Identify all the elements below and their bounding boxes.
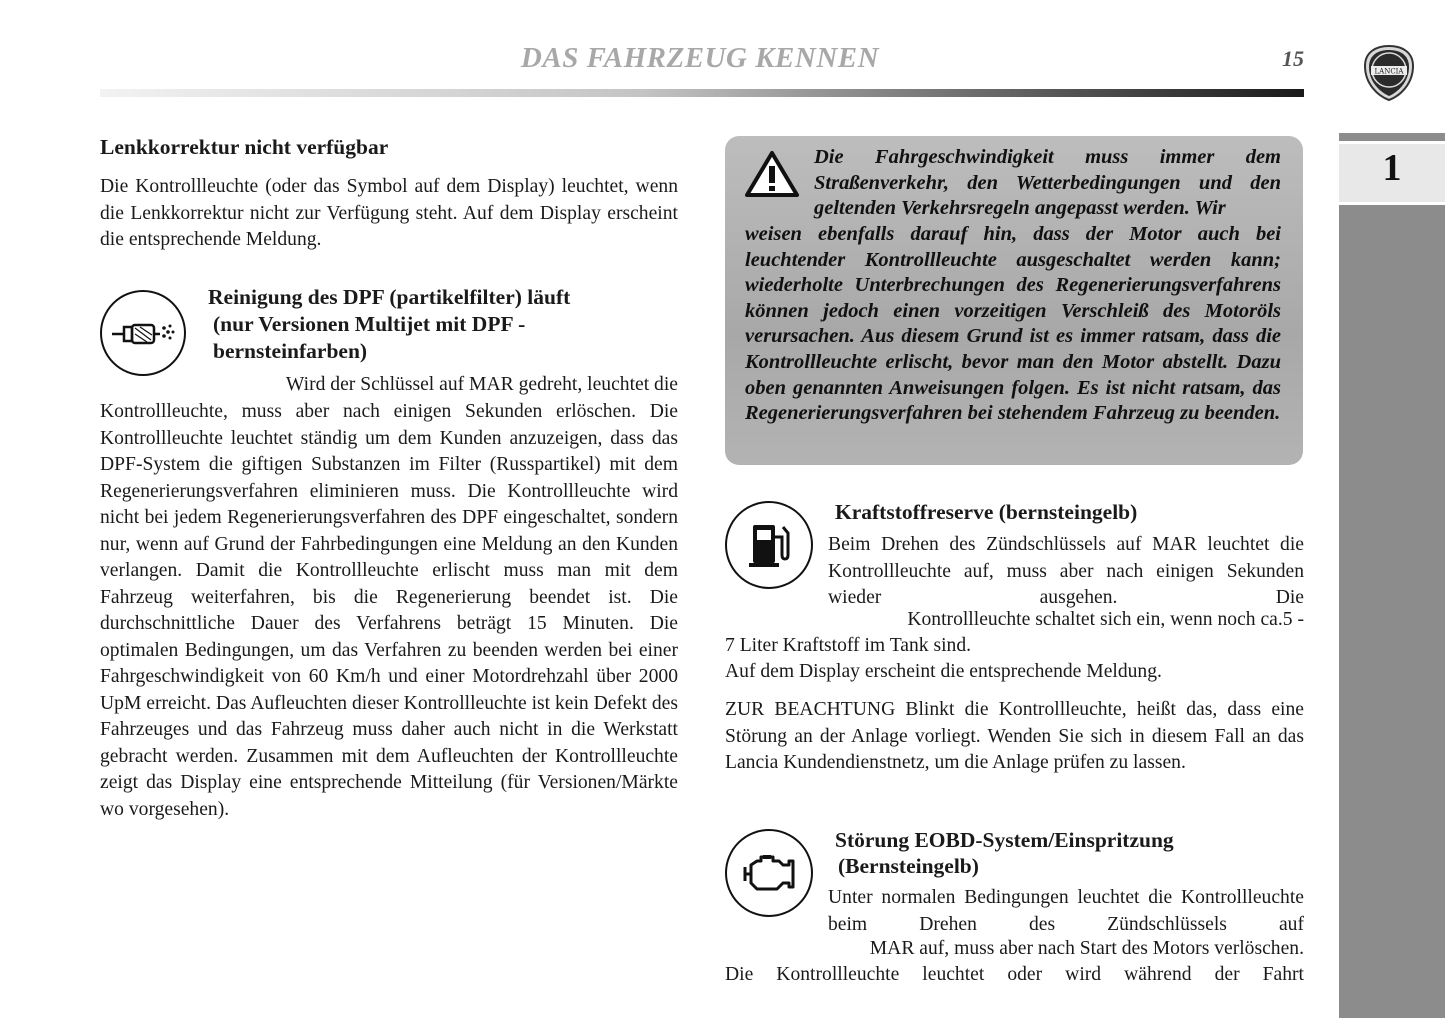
lancia-logo-icon (1362, 44, 1416, 102)
section-heading-dpf-2: (nur Versionen Multijet mit DPF - (213, 312, 526, 336)
page-header-title: DAS FAHRZEUG KENNEN (520, 42, 880, 74)
paragraph-steering: Die Kontrollleuchte (oder das Symbol auf dem Display) leuchtet, wenn die Lenkkorrektur nicht zur Verfügung steht. Auf dem Display erscheint die entsprechende Meldung. (100, 176, 678, 250)
paragraph-eobd-first: Unter normalen Bedingungen leuchtet die Kontrollleuchte beim Drehen des Zündschlüssels auf (828, 887, 1304, 935)
paragraph-fuel-line4: Kontrollleuchte schaltet sich ein, wenn noch ca.5 - (907, 609, 1304, 630)
section-heading-steering: Lenkkorrektur nicht verfügbar (100, 135, 389, 159)
warning-text-top: Die Fahrgeschwindigkeit muss immer dem Straßenverkehr, den Wetterbedingungen und den geltenden Verkehrsregeln angepasst werden. Wir (814, 146, 1281, 220)
paragraph-fuel-line5: 7 Liter Kraftstoff im Tank sind. (725, 635, 972, 656)
paragraph-fuel-line6: Auf dem Display erscheint die entsprechende Meldung. (725, 661, 1162, 682)
section-heading-dpf-1: Reinigung des DPF (partikelfilter) läuft (208, 285, 571, 309)
chapter-number: 1 (1382, 147, 1402, 189)
paragraph-dpf-first-line: Wird der Schlüssel auf MAR gedreht, leuchtet die (285, 374, 678, 395)
page-number: 15 (1282, 46, 1304, 71)
section-heading-dpf-3: bernsteinfarben) (213, 339, 368, 363)
paragraph-fuel-first: Beim Drehen des Zündschlüssels auf MAR leuchtet die Kontrollleuchte auf, muss aber nach einigen Sekunden wieder ausgehen. Die (828, 534, 1304, 608)
section-heading-eobd-1: Störung EOBD-System/Einspritzung (835, 828, 1174, 852)
warning-triangle-icon (744, 150, 800, 198)
paragraph-dpf: Kontrollleuchte, muss aber nach einigen Sekunden erlöschen. Die Kontrollleuchte leuchtet ständig um dem Kunden anzuzeigen, dass das DPF-System die giftigen Substanzen im Filter (Russpartikel) mit dem Regenerierungsverfahren eliminieren muss. Die Kontrollleuchte wird nicht bei jedem Regenerierungsverfahren des DPF eingeschaltet, sondern nur, wenn auf Grund der Fahrbedingungen eine Meldung an den Kunden verlangen. Damit die Kontrollleuchte erlischt muss man mit dem Fahrzeug weiterfahren, bis die Regenerierung beendet ist. Die durchschnittliche Dauer des Verfahrens beträgt 15 Minuten. Die optimalen Bedingungen, um das Verfahren zu beenden werden bei einer Fahrgeschwindigkeit von 60 Km/h und einer Motordrehzahl über 2000 UpM erreicht. Das Aufleuchten dieser Kontrollleuchte ist kein Defekt des Fahrzeuges und das Fahrzeug muss daher auch nicht in die Werkstatt gebracht werden. Zusammen mit dem Aufleuchten der Kontrollleuchte zeigt das Display eine entsprechende Mitteilung (für Versionen/Märkte wo vorgesehen). (100, 401, 678, 820)
header-rule (100, 89, 1304, 97)
paragraph-eobd-line4: Die Kontrollleuchte leuchtet oder wird während der Fahrt (725, 964, 1304, 985)
section-heading-fuel: Kraftstoffreserve (bernsteingelb) (835, 500, 1138, 524)
paragraph-eobd-line3: MAR auf, muss aber nach Start des Motors verlöschen. (869, 938, 1304, 959)
engine-check-icon (725, 829, 813, 917)
section-heading-eobd-2: (Bernsteingelb) (838, 854, 979, 878)
fuel-reserve-icon (725, 501, 813, 589)
svg-text:LANCIA: LANCIA (1374, 67, 1404, 76)
dpf-warning-icon (100, 290, 186, 376)
paragraph-fuel-note: ZUR BEACHTUNG Blinkt die Kontrollleuchte, heißt das, dass eine Störung an der Anlage vorliegt. Wenden Sie sich in diesem Fall an das Lancia Kundendienstnetz, um die Anlage prüfen zu lassen. (725, 699, 1304, 773)
warning-text: weisen ebenfalls darauf hin, dass der Motor auch bei leuchtender Kontrollleuchte ausgeschaltet werden kann; wiederholte Unterbrechungen des Regenerierungsverfahrens können jedoch einen vorzeitigen Verschleiß des Motoröls verursachen. Aus diesem Grund ist es immer ratsam, dass die Kontrollleuchte erlischt, bevor man den Motor abstellt. Dazu oben genannten Anweisungen folgen. Es ist nicht ratsam, das Regenerierungsverfahren bei stehendem Fahrzeug zu beenden. (745, 223, 1281, 425)
